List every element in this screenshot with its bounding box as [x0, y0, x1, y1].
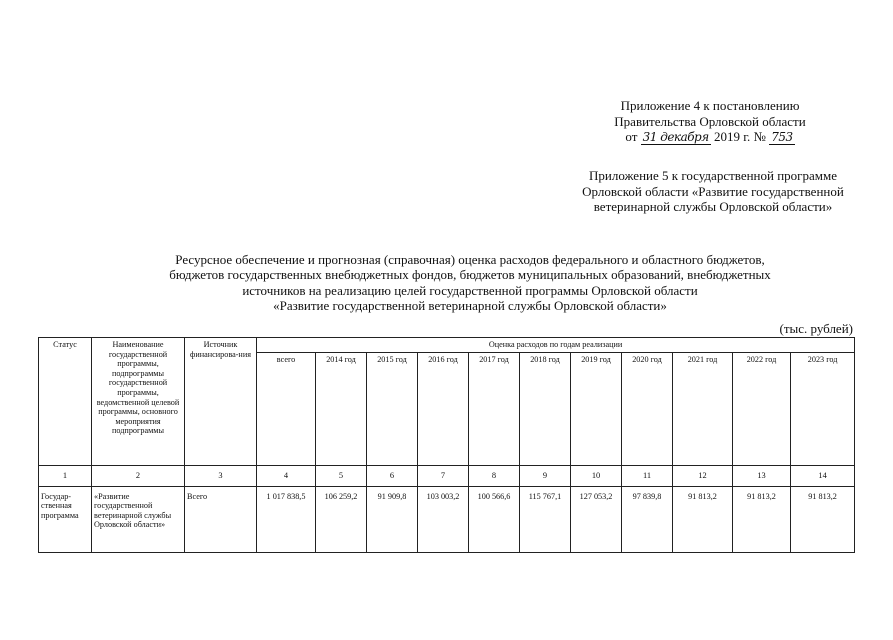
- title-line1: Ресурсное обеспечение и прогнозная (справочная) оценка расходов федерального и областного бюджетов,: [175, 252, 765, 267]
- row-value: 97 839,8: [622, 486, 673, 552]
- column-number: 3: [185, 465, 257, 486]
- resource-table: [38, 337, 855, 553]
- appendix5-line3: ветеринарной службы Орловской области»: [593, 199, 833, 214]
- row-value: 91 909,8: [367, 486, 418, 552]
- row-value: 91 813,2: [733, 486, 791, 552]
- column-number: 13: [733, 465, 791, 486]
- appendix4-from: от: [625, 129, 638, 144]
- row-name: «Развитие государственной ветеринарной службы Орловской области»: [92, 486, 185, 552]
- header-year: 2019 год: [571, 352, 622, 465]
- header-year: 2022 год: [733, 352, 791, 465]
- column-number: 12: [673, 465, 733, 486]
- units-label: (тыс. рублей): [779, 321, 853, 336]
- appendix4-line2: Правительства Орловской области: [614, 113, 806, 129]
- header-name: Наименование государственной программы, подпрограммы государственной программы, ведомственной целевой программы, основного мероприятия подпрограммы: [92, 338, 185, 466]
- row-value: 100 566,6: [469, 486, 520, 552]
- appendix5-block: [558, 168, 868, 215]
- header-year: 2015 год: [367, 352, 418, 465]
- appendix5-line1: Приложение 5 к государственной программе: [588, 168, 838, 183]
- header-total: всего: [257, 352, 316, 465]
- column-number: 8: [469, 465, 520, 486]
- column-number: 6: [367, 465, 418, 486]
- appendix4-line1: Приложение 4 к постановлению: [620, 98, 800, 113]
- column-number: 4: [257, 465, 316, 486]
- appendix5-line2: Орловской области «Развитие государственной: [582, 183, 844, 199]
- row-value: 127 053,2: [571, 486, 622, 552]
- row-value: 106 259,2: [316, 486, 367, 552]
- row-value: 91 813,2: [673, 486, 733, 552]
- row-value: 115 767,1: [520, 486, 571, 552]
- header-year: 2016 год: [418, 352, 469, 465]
- appendix4-number-handwritten: 753: [771, 130, 793, 144]
- header-estimate: Оценка расходов по годам реализации: [257, 338, 855, 353]
- header-year: 2021 год: [673, 352, 733, 465]
- appendix4-date-line: [560, 129, 860, 146]
- appendix4-block: [560, 98, 860, 146]
- header-year: 2017 год: [469, 352, 520, 465]
- column-number: 1: [39, 465, 92, 486]
- column-number-row: [39, 465, 855, 486]
- column-number: 2: [92, 465, 185, 486]
- column-number: 9: [520, 465, 571, 486]
- row-status: Государ-ственная программа: [39, 486, 92, 552]
- document-title: [80, 252, 860, 313]
- row-total: 1 017 838,5: [257, 486, 316, 552]
- title-line4: «Развитие государственной ветеринарной службы Орловской области»: [273, 297, 667, 313]
- title-line2: бюджетов государственных внебюджетных фондов, бюджетов муниципальных образований, внебюджетных: [169, 267, 771, 283]
- column-number: 14: [791, 465, 855, 486]
- table-row: [39, 486, 855, 552]
- row-value: 91 813,2: [791, 486, 855, 552]
- row-source: Всего: [185, 486, 257, 552]
- column-number: 7: [418, 465, 469, 486]
- table-header-row: [39, 338, 855, 353]
- header-year: 2020 год: [622, 352, 673, 465]
- header-year: 2018 год: [520, 352, 571, 465]
- column-number: 5: [316, 465, 367, 486]
- header-year: 2014 год: [316, 352, 367, 465]
- header-source: Источник финансирова-ния: [185, 338, 257, 466]
- appendix4-year: 2019 г. №: [713, 129, 766, 144]
- title-line3: источников на реализацию целей государственной программы Орловской области: [242, 282, 698, 298]
- column-number: 11: [622, 465, 673, 486]
- column-number: 10: [571, 465, 622, 486]
- appendix4-date-handwritten: 31 декабря: [642, 130, 709, 144]
- header-status: Статус: [39, 338, 92, 466]
- row-value: 103 003,2: [418, 486, 469, 552]
- header-year: 2023 год: [791, 352, 855, 465]
